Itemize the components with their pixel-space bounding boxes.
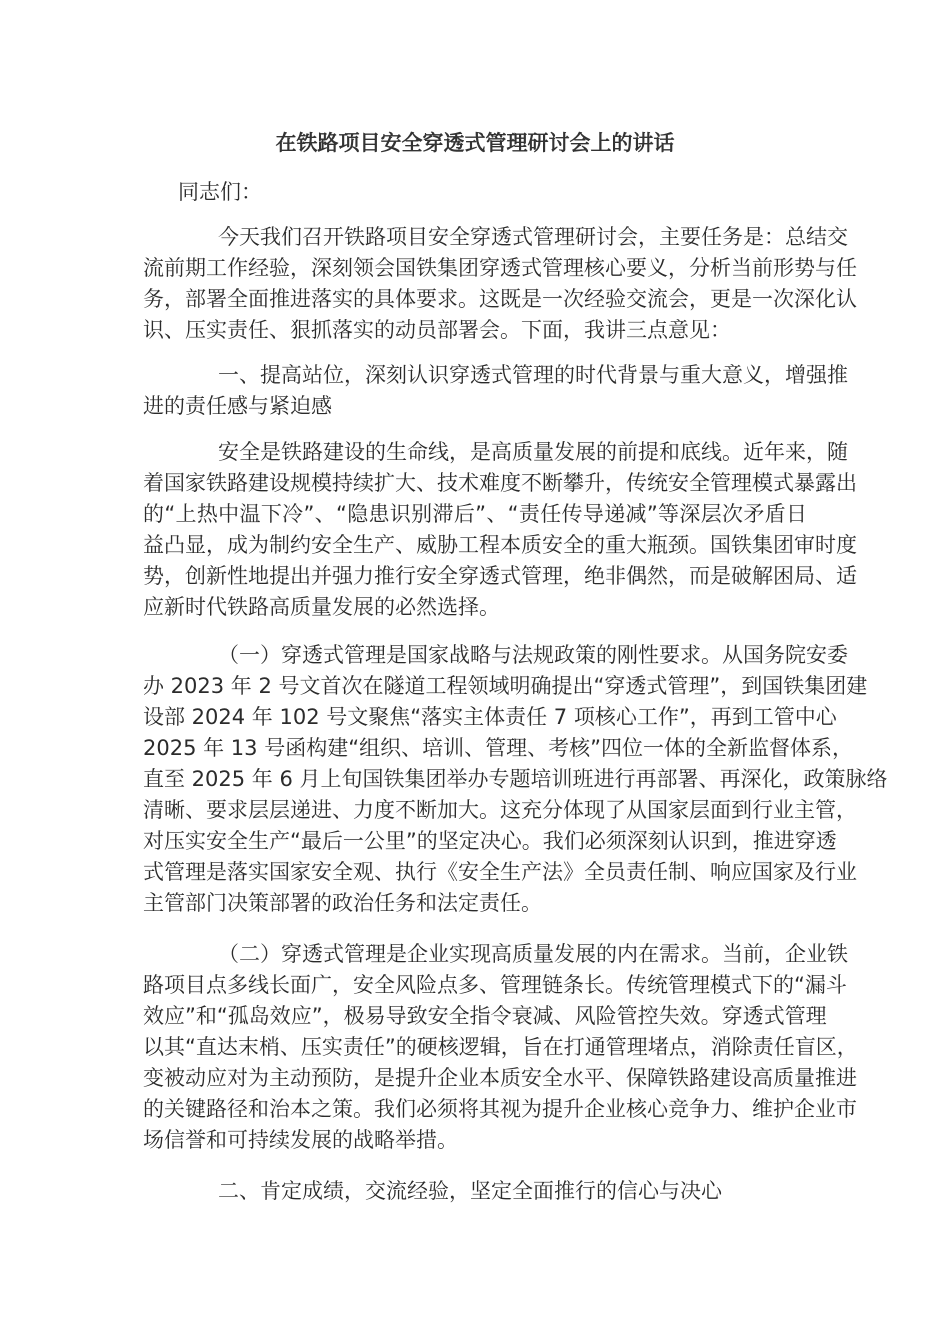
- text-line: 务，部署全面推进落实的具体要求。这既是一次经验交流会，更是一次深化认: [143, 287, 857, 311]
- text-line: 势，创新性地提出并强力推行安全穿透式管理，绝非偶然，而是破解困局、适: [143, 564, 857, 588]
- greeting: [143, 177, 807, 208]
- text-line: 今天我们召开铁路项目安全穿透式管理研讨会，主要任务是：总结交: [218, 225, 848, 249]
- subsection-2-paragraph: [143, 939, 858, 1156]
- section-heading-1: [143, 360, 848, 422]
- intro-paragraph: [143, 222, 857, 346]
- text-line: 安全是铁路建设的生命线，是高质量发展的前提和底线。近年来，随: [218, 440, 848, 464]
- text-line: 识、压实责任、狠抓落实的动员部署会。下面，我讲三点意见：: [143, 318, 731, 342]
- text-line: 办 2023 年 2 号文首次在隧道工程领域明确提出“穿透式管理”，到国铁集团建: [143, 674, 868, 698]
- text-line: 对压实安全生产“最后一公里”的坚定决心。我们必须深刻认识到，推进穿透: [143, 829, 837, 853]
- text-line: （一）穿透式管理是国家战略与法规政策的刚性要求。从国务院安委: [218, 643, 848, 667]
- text-line: 的关键路径和治本之策。我们必须将其视为提升企业核心竞争力、维护企业市: [143, 1097, 857, 1121]
- text-line: 2025 年 13 号函构建“组织、培训、管理、考核”四位一体的全新监督体系，: [143, 736, 853, 760]
- text-line: 主管部门决策部署的政治任务和法定责任。: [143, 891, 542, 915]
- text-line: 应新时代铁路高质量发展的必然选择。: [143, 595, 500, 619]
- background-paragraph: [143, 437, 857, 623]
- document-title: 在铁路项目安全穿透式管理研讨会上的讲话: [275, 131, 675, 155]
- text-line: （二）穿透式管理是企业实现高质量发展的内在需求。当前，企业铁: [218, 942, 848, 966]
- text-line: 二、肯定成绩，交流经验，坚定全面推行的信心与决心: [218, 1179, 722, 1203]
- text-line: 效应”和“孤岛效应”，极易导致安全指令衰减、风险管控失效。穿透式管理: [143, 1004, 827, 1028]
- text-line: 着国家铁路建设规模持续扩大、技术难度不断攀升，传统安全管理模式暴露出: [143, 471, 857, 495]
- text-line: 变被动应对为主动预防，是提升企业本质安全水平、保障铁路建设高质量推进: [143, 1066, 857, 1090]
- text-line: 设部 2024 年 102 号文聚焦“落实主体责任 7 项核心工作”，再到工管中心: [143, 705, 837, 729]
- text-line: 进的责任感与紧迫感: [143, 394, 332, 418]
- text-line: 清晰、要求层层递进、力度不断加大。这充分体现了从国家层面到行业主管，: [143, 798, 857, 822]
- text-line: 益凸显，成为制约安全生产、威胁工程本质安全的重大瓶颈。国铁集团审时度: [143, 533, 857, 557]
- text-line: 流前期工作经验，深刻领会国铁集团穿透式管理核心要义，分析当前形势与任: [143, 256, 857, 280]
- text-line: 以其“直达末梢、压实责任”的硬核逻辑，旨在打通管理堵点，消除责任盲区，: [143, 1035, 858, 1059]
- text-line: 直至 2025 年 6 月上旬国铁集团举办专题培训班进行再部署、再深化，政策脉络: [143, 767, 888, 791]
- text-line: 场信誉和可持续发展的战略举措。: [143, 1128, 458, 1152]
- text-line: 一、提高站位，深刻认识穿透式管理的时代背景与重大意义，增强推: [218, 363, 848, 387]
- text-line: 的“上热中温下冷”、“隐患识别滞后”、“责任传导递减”等深层次矛盾日: [143, 502, 807, 526]
- subsection-1-paragraph: [143, 640, 888, 919]
- text-line: 式管理是落实国家安全观、执行《安全生产法》全员责任制、响应国家及行业: [143, 860, 857, 884]
- text-line: 路项目点多线长面广，安全风险点多、管理链条长。传统管理模式下的“漏斗: [143, 973, 847, 997]
- greeting-text: 同志们：: [178, 180, 262, 204]
- section-heading-2: [143, 1176, 807, 1207]
